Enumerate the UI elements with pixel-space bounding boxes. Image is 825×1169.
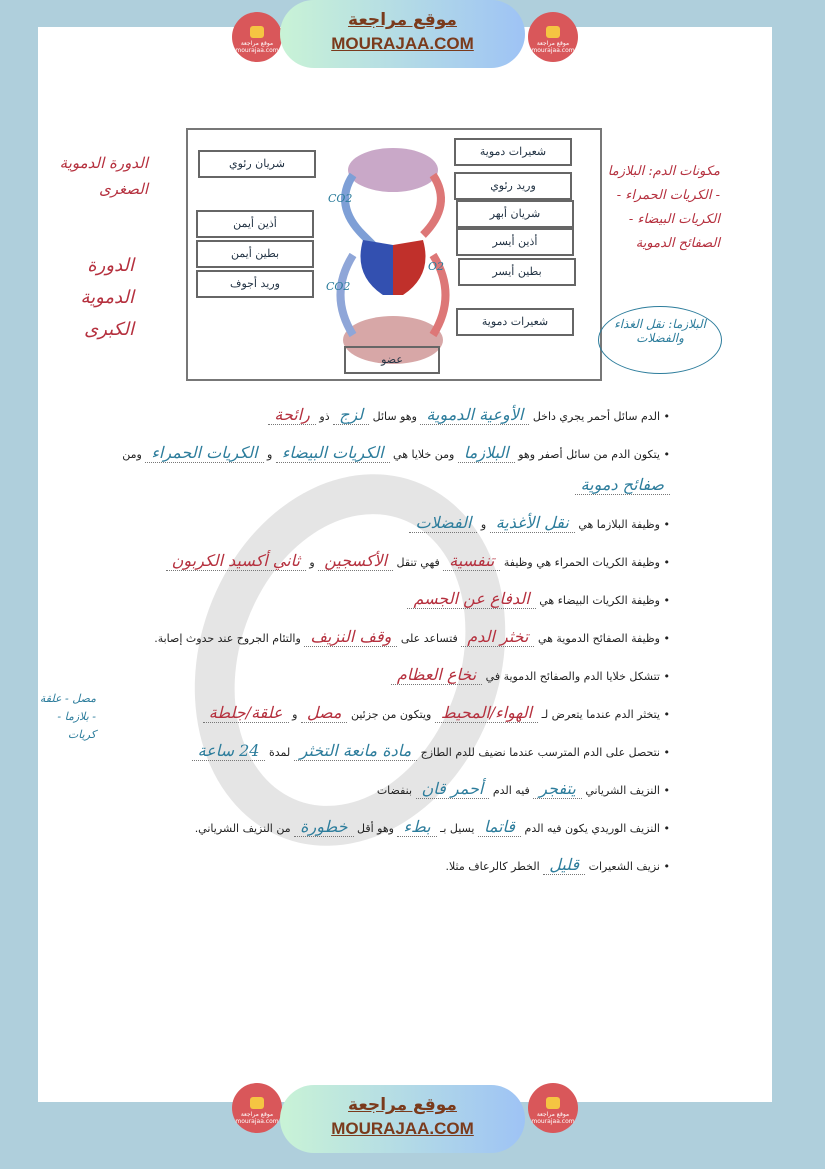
handwritten-answer: قاتما xyxy=(478,817,521,837)
handwritten-answer: لزج xyxy=(333,405,369,425)
label-capillaries-bottom: شعيرات دموية xyxy=(456,308,574,336)
handwritten-answer: خطورة xyxy=(294,817,353,837)
handwritten-answer: وقف النزيف xyxy=(304,627,397,647)
bullet: • xyxy=(660,746,670,759)
printed-text: يسيل بـ xyxy=(440,822,475,835)
printed-text: فتساعد على xyxy=(400,632,458,645)
bullet: • xyxy=(660,448,670,461)
handwritten-answer: 24 ساعة xyxy=(192,741,266,761)
printed-text: وظيفة الكريات الحمراء هي وظيفة xyxy=(503,556,660,569)
bullet: • xyxy=(660,556,670,569)
co2-note: CO2 xyxy=(328,192,353,205)
printed-text: لمدة xyxy=(268,746,291,759)
sentence-item xyxy=(90,850,670,882)
handwritten-answer: صفائح دموية xyxy=(575,475,670,495)
sentence-item xyxy=(90,400,670,432)
handwritten-answer: مادة مانعة التخثر xyxy=(294,741,417,761)
bullet: • xyxy=(660,594,670,607)
printed-text: و xyxy=(309,556,315,569)
printed-text: الخطر كالرعاف مثلا. xyxy=(445,860,540,873)
handwritten-answer: أحمر قان xyxy=(416,779,490,799)
handwritten-answer: نخاع العظام xyxy=(391,665,482,685)
bullet: • xyxy=(660,784,670,797)
sentence-item xyxy=(90,622,670,654)
note-plasma: البلازما: نقل الغذاء والفضلات xyxy=(598,306,722,374)
printed-text: فيه الدم xyxy=(492,784,530,797)
label-right-atrium: أذين أيمن xyxy=(196,210,314,238)
handwritten-answer: الدفاع عن الجسم xyxy=(407,589,535,609)
handwritten-answer: الأكسجين xyxy=(318,551,393,571)
handwritten-answer: يتفجر xyxy=(533,779,582,799)
sentence-item xyxy=(90,584,670,616)
site-logo: موقع مراجعة mourajaa.com xyxy=(232,1083,282,1133)
printed-text: ومن خلايا هي xyxy=(393,448,455,461)
note-test-tube: مصل - علقة - بلازما - كريات xyxy=(39,692,96,741)
sentence-item xyxy=(90,546,670,578)
printed-text: ذو xyxy=(319,410,330,423)
bullet: • xyxy=(660,632,670,645)
printed-text: النزيف الشرياني xyxy=(585,784,660,797)
handwritten-answer: الهواء/المحيط xyxy=(435,703,538,723)
sentence-item xyxy=(90,812,670,844)
printed-text: وهو أقل xyxy=(357,822,394,835)
sentence-item xyxy=(90,698,670,730)
note-blood-components: مكونات الدم: البلازما - الكريات الحمراء - الكريات البيضاء - الصفائح الدموية xyxy=(607,164,720,251)
handwritten-answer: علقة/جلطة xyxy=(203,703,289,723)
note-large-circulation: الدورة الدموية الكبرى xyxy=(80,255,134,340)
banner-arabic: موقع مراجعة xyxy=(348,1095,457,1115)
site-logo: موقع مراجعة mourajaa.com xyxy=(528,1083,578,1133)
printed-text: الدم سائل أحمر يجري داخل xyxy=(532,410,660,423)
site-logo: موقع مراجعة mourajaa.com xyxy=(232,12,282,62)
printed-text: يتكون الدم من سائل أصفر وهو xyxy=(518,448,660,461)
sentence-item xyxy=(90,508,670,540)
banner-arabic: موقع مراجعة xyxy=(348,10,457,30)
o2-note: O2 xyxy=(428,260,445,273)
printed-text: تتشكل خلايا الدم والصفائح الدموية في xyxy=(485,670,660,683)
printed-text: وظيفة الصفائح الدموية هي xyxy=(537,632,660,645)
sentence-item xyxy=(90,736,670,768)
printed-text: و xyxy=(267,448,273,461)
banner-latin: MOURAJAA.COM xyxy=(331,1119,474,1138)
label-left-atrium: أذين أيسر xyxy=(456,228,574,256)
printed-text: فهي تنقل xyxy=(396,556,440,569)
co2-note: CO2 xyxy=(326,280,351,293)
heart-circulation-illustration xyxy=(323,145,463,365)
printed-text: نتحصل على الدم المترسب عندما نضيف للدم الطازج xyxy=(420,746,660,759)
bullet: • xyxy=(660,410,670,423)
handwritten-answer: الأوعية الدموية xyxy=(420,405,529,425)
printed-text: وظيفة البلازما هي xyxy=(578,518,660,531)
bullet: • xyxy=(660,708,670,721)
printed-text: ويتكون من جزئين xyxy=(350,708,432,721)
printed-text: و xyxy=(480,518,487,531)
printed-text: وهو سائل xyxy=(372,410,417,423)
handwritten-answer: الكريات الحمراء xyxy=(145,443,263,463)
label-capillaries-top: شعيرات دموية xyxy=(454,138,572,166)
handwritten-answer: تنفسية xyxy=(443,551,500,571)
bullet: • xyxy=(660,670,670,683)
sentence-item xyxy=(90,438,670,502)
handwritten-answer: الكريات البيضاء xyxy=(276,443,390,463)
printed-text: نزيف الشعيرات xyxy=(588,860,660,873)
label-right-ventricle: بطين أيمن xyxy=(196,240,314,268)
handwritten-answer: رائحة xyxy=(268,405,316,425)
printed-text: من النزيف الشرياني. xyxy=(194,822,291,835)
site-banner-top[interactable] xyxy=(280,0,525,68)
label-vena-cava: وريد أجوف xyxy=(196,270,314,298)
handwritten-answer: نقل الأغذية xyxy=(490,513,575,533)
bullet: • xyxy=(660,518,670,531)
handwritten-answer: ثاني أكسيد الكربون xyxy=(166,551,306,571)
printed-text: و xyxy=(292,708,298,721)
banner-latin: MOURAJAA.COM xyxy=(331,34,474,53)
label-organ: عضو xyxy=(344,346,440,374)
handwritten-answer: بطء xyxy=(397,817,436,837)
printed-text: وظيفة الكريات البيضاء هي xyxy=(539,594,660,607)
printed-text: ومن xyxy=(122,448,142,461)
handwritten-answer: تخثر الدم xyxy=(461,627,534,647)
sentence-item xyxy=(90,774,670,806)
handwritten-answer: قليل xyxy=(543,855,585,875)
label-pulmonary-vein: وريد رئوي xyxy=(454,172,572,200)
handwritten-answer: مصل xyxy=(301,703,348,723)
circulation-diagram xyxy=(186,128,602,381)
label-left-ventricle: بطين أيسر xyxy=(458,258,576,286)
printed-text: بنفضات xyxy=(376,784,413,797)
fill-in-sentences xyxy=(90,400,670,888)
note-small-circulation: الدورة الدموية الصغرى xyxy=(59,154,148,198)
printed-text: يتخثر الدم عندما يتعرض لـ xyxy=(541,708,660,721)
handwritten-answer: الفضلات xyxy=(409,513,477,533)
label-aorta: شريان أبهر xyxy=(456,200,574,228)
site-banner-bottom[interactable] xyxy=(280,1085,525,1153)
printed-text: والتئام الجروح عند حدوث إصابة. xyxy=(154,632,301,645)
printed-text: النزيف الوريدي يكون فيه الدم xyxy=(524,822,660,835)
bullet: • xyxy=(660,860,670,873)
bullet: • xyxy=(660,822,670,835)
sentence-item xyxy=(90,660,670,692)
site-logo: موقع مراجعة mourajaa.com xyxy=(528,12,578,62)
handwritten-answer: البلازما xyxy=(458,443,515,463)
label-pulmonary-artery: شريان رئوي xyxy=(198,150,316,178)
